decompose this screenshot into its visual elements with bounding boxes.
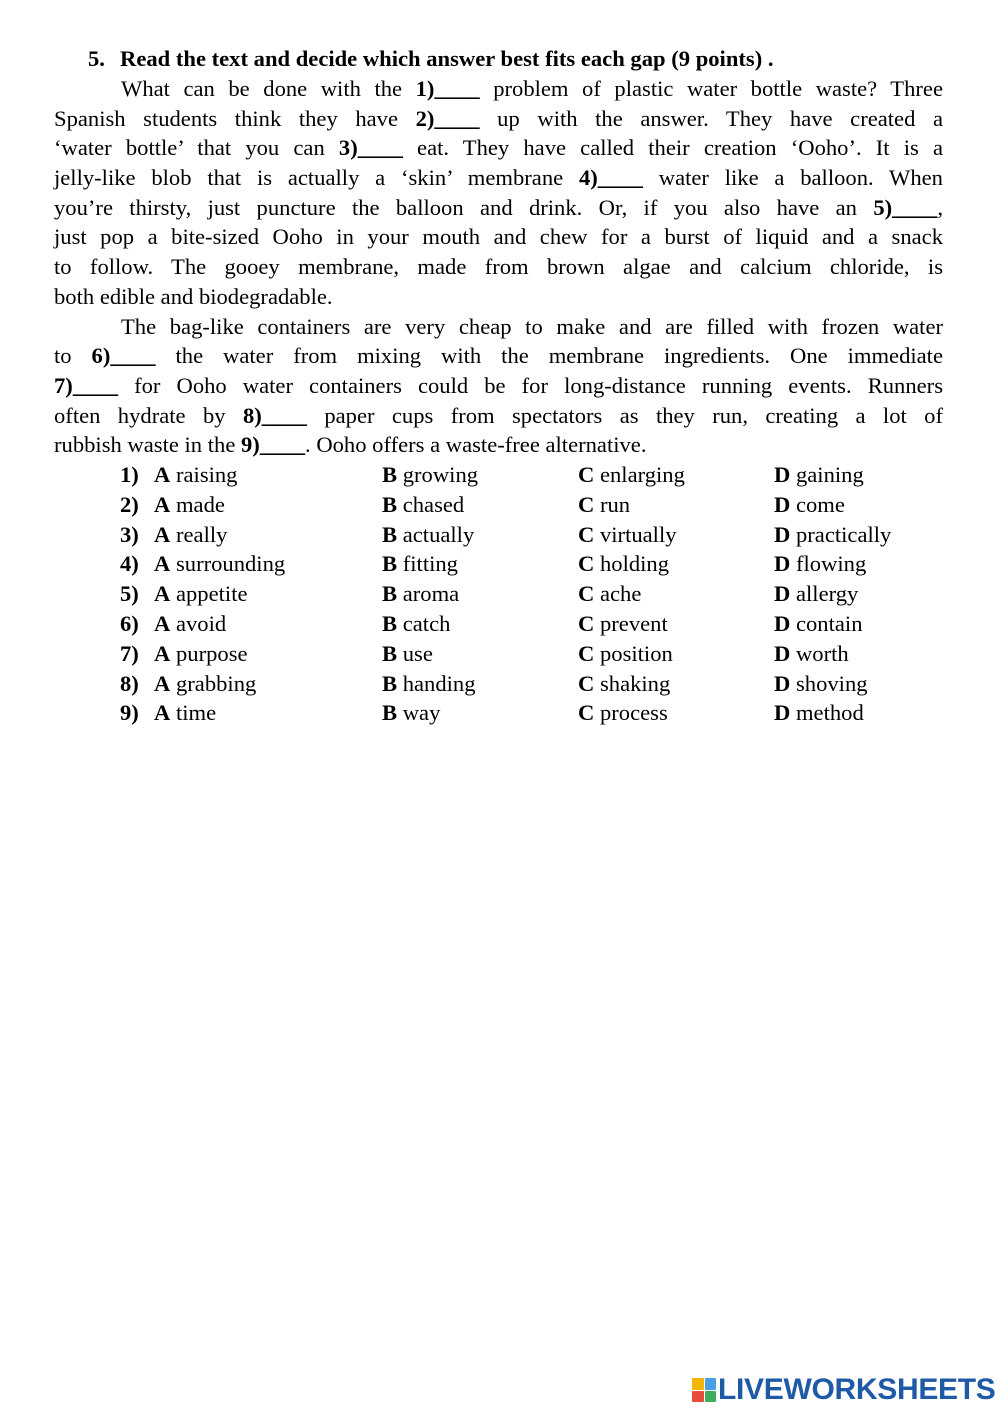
option-word: position (599, 640, 673, 666)
option-word: raising (175, 462, 238, 487)
question-number: 7) (120, 640, 139, 666)
option-word: holding (599, 551, 670, 577)
option-letter: A (154, 581, 171, 607)
option-word: ache (599, 581, 642, 607)
passage-text: What can be done with the (121, 76, 416, 101)
option-letter: D (774, 700, 791, 726)
liveworksheets-brand (692, 1372, 996, 1408)
passage-text: Spanish students think they have (54, 105, 416, 131)
option-word: made (175, 491, 225, 517)
option-word: shoving (795, 670, 868, 696)
answer-option[interactable] (154, 579, 248, 609)
passage-text: The bag-like containers are very cheap to make and are filled with frozen water (121, 313, 943, 339)
answer-option[interactable] (154, 609, 226, 639)
passage-line (54, 222, 943, 252)
option-word: allergy (795, 581, 859, 607)
option-letter: A (154, 640, 171, 666)
option-word: surrounding (175, 551, 286, 577)
answer-option[interactable] (578, 520, 677, 550)
answer-option[interactable] (774, 579, 858, 609)
liveworksheets-logo-icon (692, 1378, 716, 1402)
option-word: grabbing (175, 670, 257, 696)
option-letter: B (382, 700, 398, 726)
answer-option[interactable] (774, 609, 863, 639)
option-word: fitting (402, 551, 458, 577)
option-word: enlarging (599, 462, 685, 487)
answer-option[interactable] (774, 460, 864, 490)
answer-option[interactable] (774, 520, 891, 550)
passage-line (54, 430, 943, 460)
option-letter: A (154, 670, 171, 696)
answer-option[interactable] (774, 698, 864, 728)
answer-option[interactable] (154, 669, 256, 699)
option-letter: A (154, 610, 171, 636)
answer-option[interactable] (578, 579, 641, 609)
passage-text: you’re thirsty, just puncture the balloon and drink. Or, if you also have an (54, 194, 874, 220)
answer-option[interactable] (382, 698, 440, 728)
passage-line (54, 104, 943, 134)
gap-blank[interactable]: 8)____ (242, 402, 307, 428)
option-word: shaking (599, 670, 671, 696)
passage-text: for Ooho water containers could be for long-distance running events. Runners (118, 372, 943, 398)
gap-blank[interactable]: 1)____ (415, 76, 480, 101)
question-number: 3) (120, 521, 139, 547)
option-word: growing (402, 462, 479, 487)
option-letter: A (154, 521, 171, 547)
gap-blank[interactable]: 6)____ (91, 343, 156, 369)
passage-text: , (937, 194, 943, 220)
answer-option[interactable] (578, 639, 673, 669)
answer-option[interactable] (154, 549, 285, 579)
answer-option[interactable] (578, 698, 668, 728)
passage-line (54, 371, 943, 401)
answer-option[interactable] (382, 639, 433, 669)
option-letter: D (774, 581, 791, 607)
passage-text: both edible and biodegradable. (54, 283, 333, 309)
option-letter: C (578, 551, 595, 577)
answer-option[interactable] (382, 549, 458, 579)
passage-line (54, 193, 943, 223)
answer-option[interactable] (578, 490, 630, 520)
option-letter: C (578, 491, 595, 517)
option-letter: B (382, 521, 398, 547)
passage-text: rubbish waste in the (54, 432, 241, 458)
answer-option[interactable] (774, 490, 845, 520)
passage-line (54, 312, 943, 342)
answer-option[interactable] (382, 520, 474, 550)
option-word: avoid (175, 610, 227, 636)
option-letter: A (154, 491, 171, 517)
option-word: method (795, 700, 864, 726)
option-letter: A (154, 462, 171, 487)
option-letter: D (774, 610, 791, 636)
option-word: actually (402, 521, 475, 547)
question-number: 6) (120, 610, 139, 636)
passage-text: . Ooho offers a waste-free alternative. (305, 432, 647, 458)
question-number: 1) (120, 462, 139, 487)
passage-line (54, 133, 943, 163)
option-word: catch (402, 610, 451, 636)
gap-blank[interactable]: 2)____ (415, 105, 480, 131)
option-word: time (175, 700, 217, 726)
option-letter: B (382, 640, 398, 666)
option-letter: B (382, 462, 398, 487)
answer-option[interactable] (382, 490, 464, 520)
answer-option[interactable] (382, 460, 478, 490)
option-word: process (599, 700, 668, 726)
gap-blank[interactable]: 9)____ (241, 432, 306, 458)
answer-option[interactable] (154, 639, 248, 669)
answer-option[interactable] (154, 698, 216, 728)
passage-text: often hydrate by (54, 402, 243, 428)
option-word: chased (402, 491, 465, 517)
answer-option[interactable] (578, 460, 685, 490)
option-letter: D (774, 462, 791, 487)
passage-line (54, 282, 943, 312)
answer-option[interactable] (154, 490, 225, 520)
option-letter: D (774, 670, 791, 696)
passage-line (54, 74, 943, 104)
option-letter: A (154, 551, 171, 577)
answer-option[interactable] (382, 609, 450, 639)
option-word: aroma (402, 581, 460, 607)
answer-option[interactable] (578, 669, 670, 699)
passage-text: to (54, 343, 92, 369)
option-letter: C (578, 640, 595, 666)
passage-line (54, 341, 943, 371)
option-letter: B (382, 491, 398, 517)
option-letter: D (774, 640, 791, 666)
option-letter: D (774, 551, 791, 577)
task-title (88, 44, 774, 74)
option-letter: B (382, 670, 398, 696)
passage-text: eat. They have called their creation ‘Ooho’. It is a (402, 135, 943, 161)
task-instruction: Read the text and decide which answer best fits each gap (9 points) . (120, 46, 774, 71)
option-word: purpose (175, 640, 248, 666)
passage-text: ‘water bottle’ that you can (54, 135, 339, 161)
passage-text: just pop a bite-sized Ooho in your mouth and chew for a burst of liquid and a snack (54, 224, 943, 250)
reading-passage (54, 74, 943, 460)
gap-blank[interactable]: 3)____ (338, 135, 403, 161)
option-letter: C (578, 462, 595, 487)
passage-text: water like a balloon. When (642, 165, 943, 191)
answer-option[interactable] (382, 669, 476, 699)
question-number: 2) (120, 491, 139, 517)
answer-option[interactable] (774, 639, 849, 669)
question-number: 8) (120, 670, 139, 696)
passage-text: to follow. The gooey membrane, made from brown algae and calcium chloride, is (54, 254, 943, 280)
option-word: flowing (795, 551, 867, 577)
brand-name: LIVEWORKSHEETS (718, 1373, 996, 1406)
question-number: 5) (120, 581, 139, 607)
passage-text: up with the answer. They have created a (479, 105, 943, 131)
option-word: appetite (175, 581, 248, 607)
option-word: handing (402, 670, 476, 696)
option-letter: C (578, 700, 595, 726)
gap-blank[interactable]: 7)____ (54, 372, 119, 398)
answer-option[interactable] (578, 609, 668, 639)
option-letter: C (578, 670, 595, 696)
option-word: practically (795, 521, 892, 547)
option-word: way (402, 700, 441, 726)
passage-text: problem of plastic water bottle waste? Three (479, 76, 943, 101)
option-letter: C (578, 610, 595, 636)
option-word: really (175, 521, 228, 547)
option-word: virtually (599, 521, 677, 547)
option-letter: C (578, 521, 595, 547)
passage-line (54, 401, 943, 431)
option-letter: B (382, 551, 398, 577)
option-word: use (402, 640, 433, 666)
gap-blank[interactable]: 5)____ (873, 194, 938, 220)
question-number: 9) (120, 700, 139, 726)
passage-text: the water from mixing with the membrane ingredients. One immediate (155, 343, 943, 369)
passage-text: jelly-like blob that is actually a ‘skin’ membrane (54, 165, 579, 191)
option-letter: A (154, 700, 171, 726)
passage-line (54, 163, 943, 193)
passage-line (54, 252, 943, 282)
answer-option[interactable] (774, 669, 868, 699)
option-letter: D (774, 521, 791, 547)
option-word: prevent (599, 610, 668, 636)
task-number: 5. (88, 46, 105, 71)
answer-option[interactable] (154, 460, 237, 490)
option-letter: B (382, 610, 398, 636)
option-letter: B (382, 581, 398, 607)
passage-text: paper cups from spectators as they run, creating a lot of (306, 402, 943, 428)
answer-option[interactable] (382, 579, 459, 609)
option-word: gaining (795, 462, 864, 487)
option-word: run (599, 491, 631, 517)
gap-blank[interactable]: 4)____ (578, 165, 643, 191)
question-number: 4) (120, 551, 139, 577)
option-word: come (795, 491, 845, 517)
answer-option[interactable] (154, 520, 227, 550)
answer-option[interactable] (578, 549, 669, 579)
answer-option[interactable] (774, 549, 866, 579)
option-word: worth (795, 640, 849, 666)
option-letter: D (774, 491, 791, 517)
option-word: contain (795, 610, 863, 636)
option-letter: C (578, 581, 595, 607)
